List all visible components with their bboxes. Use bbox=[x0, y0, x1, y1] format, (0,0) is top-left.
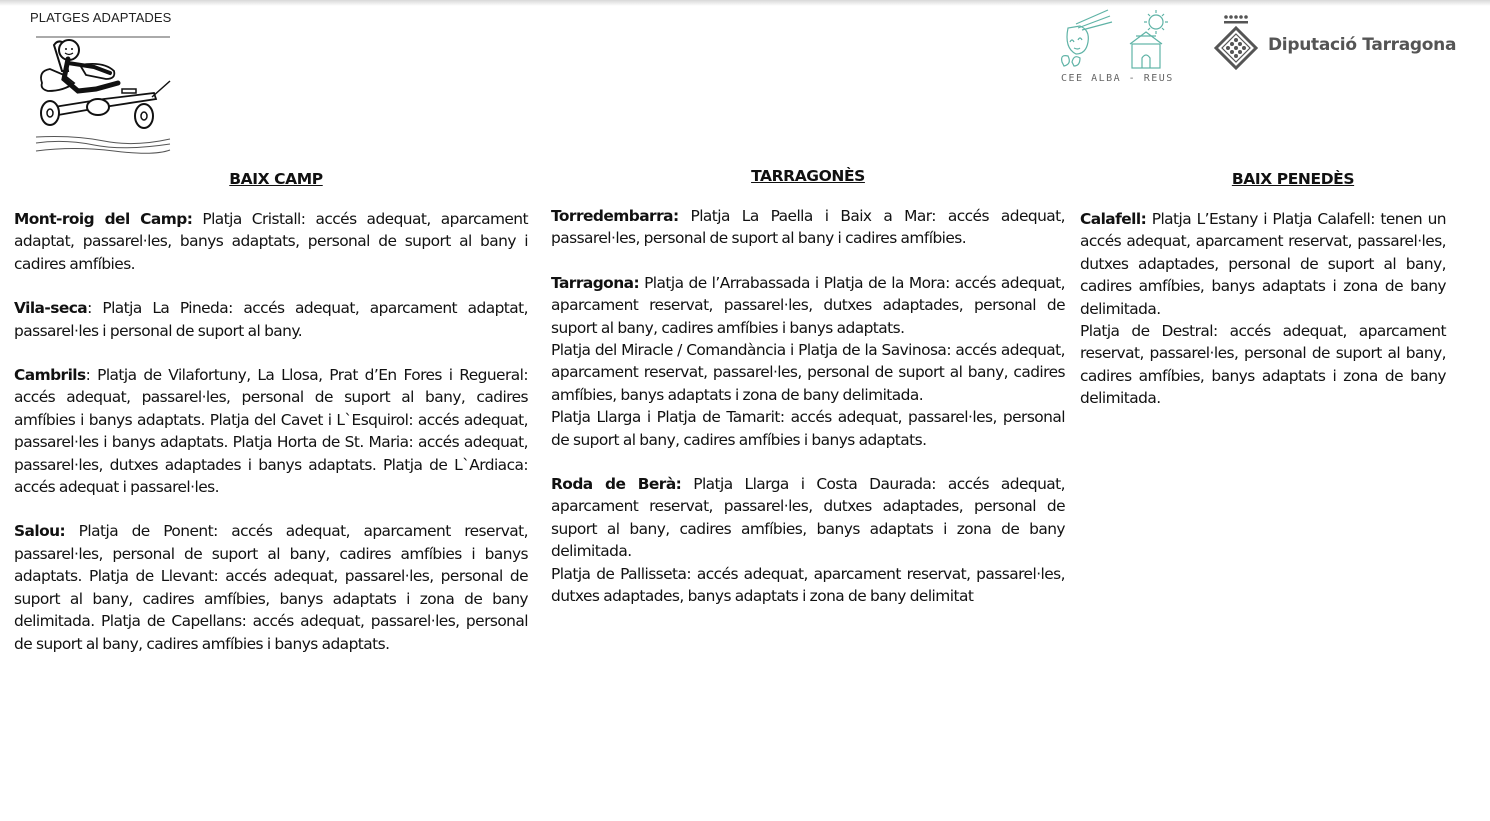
beach-entry bbox=[551, 473, 1065, 563]
beach-description: : Platja La Pineda: accés adequat, aparcament adaptat, passarel·les i personal de suport al bany. bbox=[14, 299, 528, 340]
region-column-baix-camp bbox=[14, 168, 528, 677]
beach-entry bbox=[14, 364, 528, 498]
beach-description: Platja Cristall: accés adequat, aparcament adaptat, passarel·les, banys adaptats, personal de suport al bany i cadires amfíbies. bbox=[14, 210, 528, 273]
town-name: Cambrils bbox=[14, 366, 86, 385]
beach-description: Platja Llarga i Platja de Tamarit: accés adequat, passarel·les, personal de suport al bany, cadires amfíbies i banys adaptats. bbox=[551, 408, 1065, 449]
town-name: Roda de Berà: bbox=[551, 475, 682, 494]
town-name: Torredembarra: bbox=[551, 207, 679, 225]
beach-description: Platja de Destral: accés adequat, aparcament reservat, passarel·les, personal de suport al bany, cadires amfíbies, banys adaptats i zona de bany delimitada. bbox=[1080, 322, 1446, 408]
diputacio-shield-icon bbox=[1212, 12, 1264, 70]
beach-entry bbox=[14, 297, 528, 342]
beach-entry bbox=[1080, 320, 1446, 410]
region-column-tarragones bbox=[551, 165, 1065, 630]
beach-entry bbox=[551, 339, 1065, 406]
diputacio-logo-text: Diputació Tarragona bbox=[1268, 35, 1457, 55]
beach-entry bbox=[14, 208, 528, 275]
beach-description: : Platja de Vilafortuny, La Llosa, Prat d’En Fores i Regueral: accés adequat, passarel·les, personal de suport al bany, cadires amfíbies i banys adaptats. Platja del Cavet i L`Esquirol: accés adequat, passarel·les i banys adaptats. Platja Horta de St. Maria: accés adequat, passarel·les, dutxes adaptades i banys adaptats. Platja de L`Ardiaca: accés adequat i passarel·les. bbox=[14, 366, 528, 497]
region-heading: BAIX PENEDÈS bbox=[1231, 170, 1355, 188]
beach-description: Platja de Pallisseta: accés adequat, aparcament reservat, passarel·les, dutxes adaptades, banys adaptats i zona de bany delimitat bbox=[551, 564, 1065, 606]
beach-description: Platja de Ponent: accés adequat, aparcament reservat, passarel·les, personal de suport al bany, cadires amfíbies i banys adaptats. Platja de Llevant: accés adequat, passarel·les, personal de suport al bany, cadires amfíbies, banys adaptats i zona de bany delimitada. Platja de Capellans: accés adequat, passarel·les, personal de suport al bany, cadires amfíbies i banys adaptats. bbox=[14, 522, 528, 653]
beach-description: Platja del Miracle / Comandància i Platja de la Savinosa: accés adequat, aparcament reservat, passarel·les, personal de suport al bany, cadires amfíbies, banys adaptats i zona de bany delimitada. bbox=[551, 341, 1065, 404]
beach-entry bbox=[551, 272, 1065, 339]
beach-entry bbox=[551, 205, 1065, 250]
beach-entry bbox=[551, 563, 1065, 608]
top-edge-shadow bbox=[0, 0, 1490, 6]
town-name: Salou: bbox=[14, 522, 66, 541]
town-name: Vila-seca bbox=[14, 299, 88, 318]
town-name: Tarragona: bbox=[551, 273, 640, 292]
beach-entry bbox=[551, 406, 1065, 451]
beach-description: Platja de l’Arrabassada i Platja de la Mora: accés adequat, aparcament reservat, passarel·les, dutxes adaptades, personal de suport al bany, cadires amfíbies i banys adaptats. bbox=[551, 273, 1065, 337]
town-name: Mont-roig del Camp: bbox=[14, 210, 193, 228]
alba-logo-text: CEE ALBA - REUS bbox=[1061, 73, 1174, 84]
beach-entry bbox=[1080, 208, 1446, 320]
town-name: Calafell: bbox=[1080, 210, 1147, 228]
amphibious-beach-wheelchair-icon bbox=[34, 35, 172, 155]
region-column-baix-penedes bbox=[1080, 168, 1446, 432]
document-title: PLATGES ADAPTADES bbox=[30, 10, 172, 25]
beach-description: Platja L’Estany i Platja Calafell: tenen un accés adequat, aparcament reservat, passarel·les, dutxes adaptades, personal de suport al bany, cadires amfíbies, banys adaptats i zona de bany delimitada. bbox=[1080, 210, 1446, 318]
region-heading: TARRAGONÈS bbox=[751, 167, 865, 185]
beach-description: Platja La Paella i Baix a Mar: accés adequat, passarel·les, personal de suport al bany i cadires amfíbies. bbox=[551, 207, 1065, 248]
beach-description: Platja Llarga i Costa Daurada: accés adequat, aparcament reservat, passarel·les, dutxes adaptades, personal de suport al bany, cadires amfíbies, banys adaptats i zona de bany delimitada. bbox=[551, 475, 1065, 561]
beach-entry bbox=[14, 520, 528, 654]
region-heading: BAIX CAMP bbox=[229, 170, 323, 188]
